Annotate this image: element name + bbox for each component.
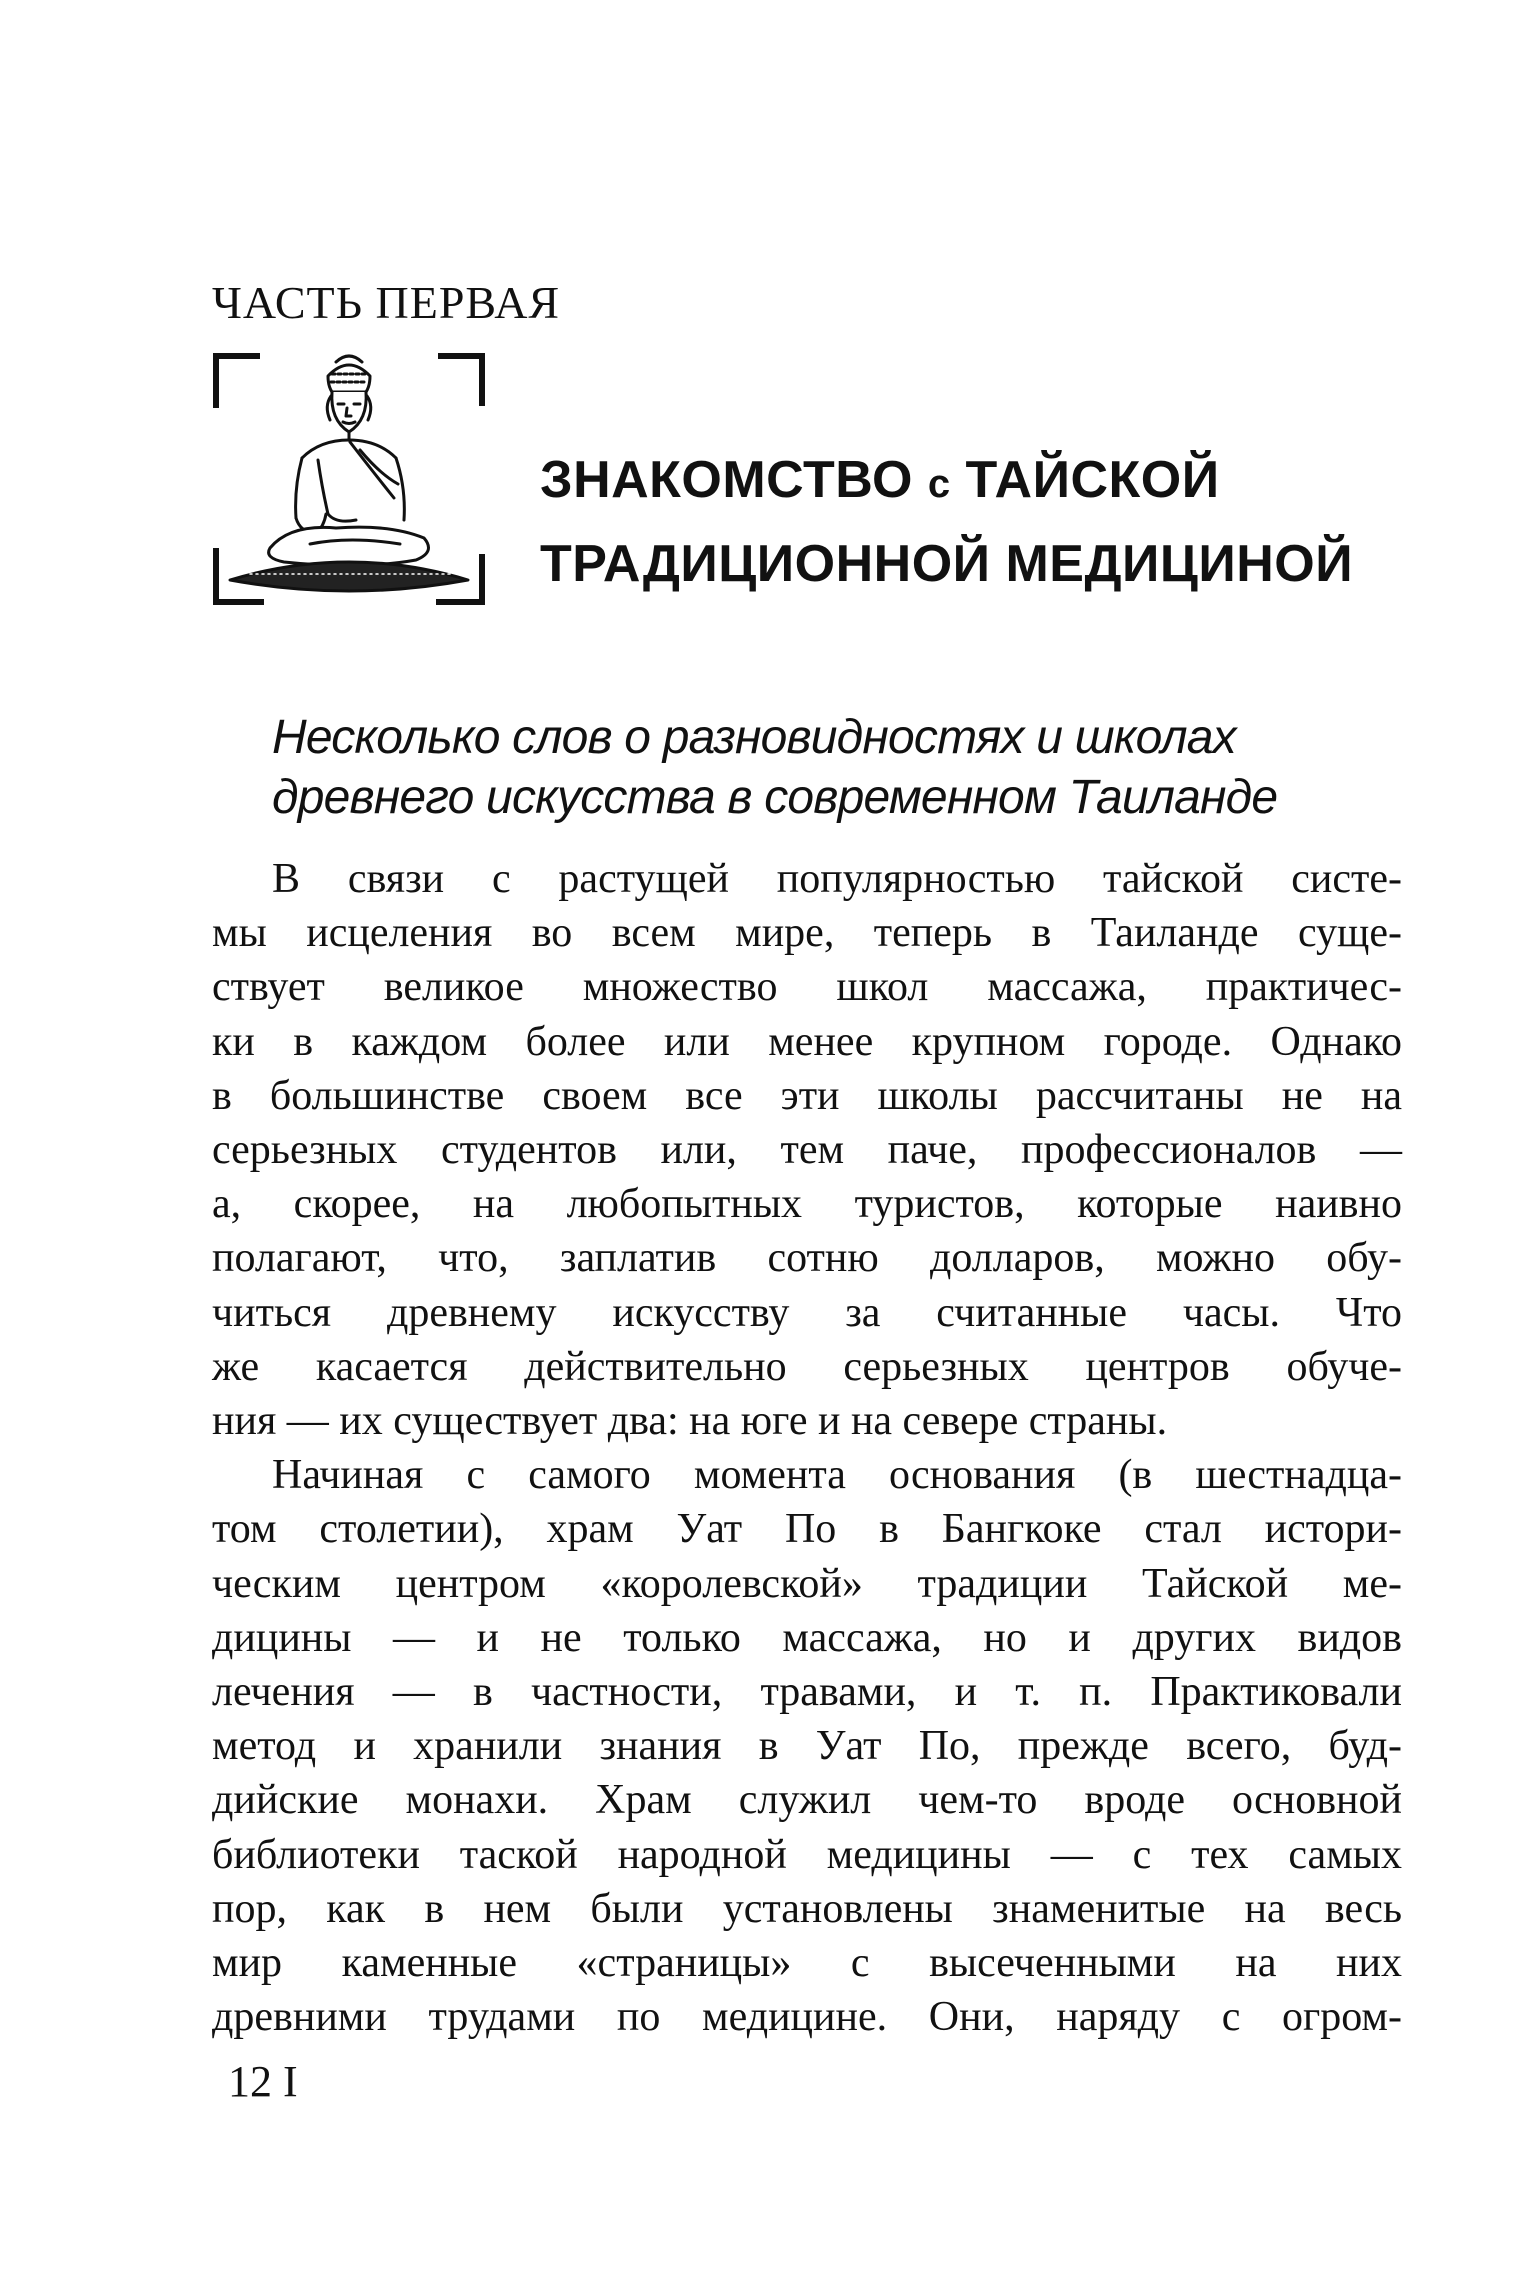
paragraph-line: том столетии), храм Уат По в Бангкоке стал истори- — [212, 1506, 1402, 1553]
paragraph-line: полагают, что, заплатив сотню долларов, можно обу- — [212, 1235, 1402, 1282]
part-label: ЧАСТЬ ПЕРВАЯ — [212, 277, 561, 328]
section-heading — [272, 708, 1472, 828]
paragraph-line: ствует великое множество школ массажа, практичес- — [212, 964, 1402, 1011]
paragraph-line: ки в каждом более или менее крупном городе. Однако — [212, 1018, 1402, 1065]
paragraph-line: метод и хранили знания в Уат По, прежде всего, буд- — [212, 1723, 1402, 1770]
section-heading-line-2: древнего искусства в современном Таиланде — [272, 771, 1278, 824]
paragraph-line: ния — их существует два: на юге и на севере страны. — [212, 1398, 1168, 1445]
paragraph-line: серьезных студентов или, тем паче, профессионалов — — [212, 1127, 1402, 1174]
paragraph-line: дицины — и не только массажа, но и других видов — [212, 1614, 1402, 1661]
paragraph-line: а, скорее, на любопытных туристов, которые наивно — [212, 1181, 1402, 1228]
chapter-title-line-2: ТРАДИЦИОННОЙ МЕДИЦИНОЙ — [540, 535, 1354, 593]
chapter-title — [540, 440, 1500, 604]
buddha-illustration — [210, 348, 488, 610]
paragraph-line: древними трудами по медицине. Они, наряду с огром- — [212, 1994, 1402, 2041]
body-text — [212, 852, 1402, 2044]
paragraph-line: лечения — в частности, травами, и т. п. Практиковали — [212, 1669, 1402, 1716]
chapter-title-line-1: ЗНАКОМСТВО с ТАЙСКОЙ — [540, 451, 1220, 509]
paragraph-line: же касается действительно серьезных центров обуче- — [212, 1343, 1402, 1390]
paragraph-line: ческим центром «королевской» традиции Тайской ме- — [212, 1560, 1402, 1607]
paragraph-line: библиотеки таской народной медицины — с тех самых — [212, 1831, 1402, 1878]
paragraph-line: мир каменные «страницы» с высеченными на них — [212, 1940, 1402, 1987]
section-heading-line-1: Несколько слов о разновидностях и школах — [272, 711, 1236, 764]
paragraph-line: в большинстве своем все эти школы рассчитаны не на — [212, 1072, 1402, 1119]
paragraph-line: Начиная с самого момента основания (в шестнадца- — [272, 1452, 1402, 1499]
paragraph-line: читься древнему искусству за считанные часы. Что — [212, 1289, 1402, 1336]
paragraph-line: пор, как в нем были установлены знаменитые на весь — [212, 1885, 1402, 1932]
paragraph-line: мы исцеления во всем мире, теперь в Таиланде суще- — [212, 910, 1402, 957]
paragraph-line: дийские монахи. Храм служил чем-то вроде основной — [212, 1777, 1402, 1824]
paragraph-line: В связи с растущей популярностью тайской систе- — [272, 856, 1402, 902]
page-number: 12 I — [228, 2057, 298, 2106]
buddha-figure — [230, 356, 468, 591]
